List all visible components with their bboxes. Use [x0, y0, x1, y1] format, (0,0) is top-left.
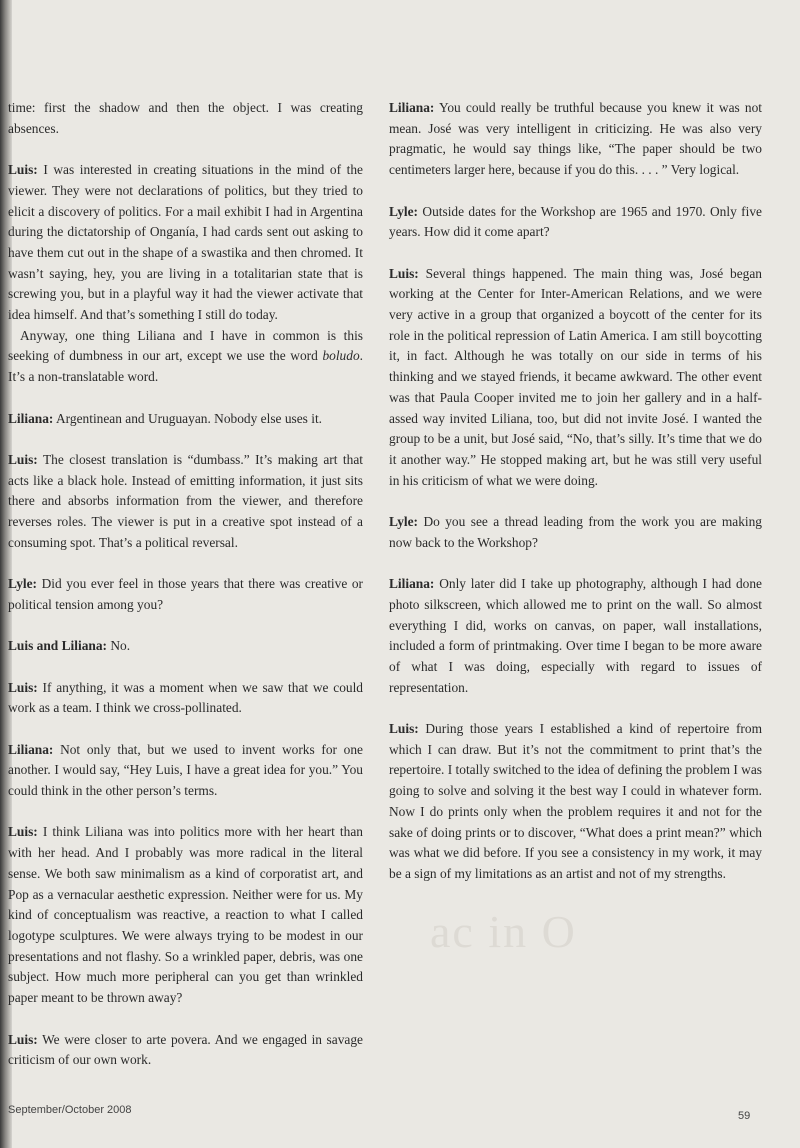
interview-paragraph [389, 574, 762, 698]
interview-paragraph [389, 719, 762, 885]
paragraph-text: Did you ever feel in those years that there was creative or political tension among you? [8, 576, 363, 612]
paragraph-text: During those years I established a kind of repertoire from which I can draw. But it’s not the commitment to print that’s the repertoire. I totally switched to the idea of defining the problem I was going to solve and solving it the best way I could in whatever form. Now I do prints only when the problem requires it and not for the sake of doing prints or to discover, “What does a print mean?” which was what we did before. If you see a consistency in my work, it may be a sign of my limitations as an artist and not of my strengths. [389, 721, 762, 881]
interview-paragraph [8, 326, 363, 388]
paragraph-text: No. [107, 638, 131, 654]
paragraph-text: Several things happened. The main thing was, José began working at the Center for Inter-American Relations, and we were very active in a group that organized a boycott of the center for its role in the political repression of Latin America. I am still boycotting it, in fact. Although he was totally on our side in terms of his thinking and we stayed friends, it became awkward. The other event was that Paula Cooper invited me to join her gallery and in a half-assed way invited Liliana, too, but did not invite José. I wanted the group to be a unit, but José said, “No, that’s silly. It’s time that we do it another way.” He stopped making art, but he was still very useful in his criticism of what we were doing. [389, 265, 762, 488]
interview-paragraph [8, 636, 363, 657]
paragraph-text: Outside dates for the Workshop are 1965 and 1970. Only five years. How did it come apart? [389, 203, 762, 240]
paragraph-text: You could really be truthful because you knew it was not mean. José was very intelligent in criticizing. He was also very pragmatic, he would say things like, “The paper should be two centimeters larger here, because if you do this. . . . ” Very logical. [389, 100, 762, 178]
speaker-name: Liliana: [8, 741, 54, 757]
interview-paragraph [8, 822, 363, 1008]
interview-paragraph [389, 98, 762, 181]
paragraph-text-continued: . It’s a non-translatable word. [8, 348, 363, 385]
italic-term: boludo [322, 348, 360, 364]
paragraph-text: time: first the shadow and then the object. I was creating absences. [8, 100, 363, 136]
interview-paragraph [389, 512, 762, 553]
interview-paragraph [8, 160, 363, 326]
speaker-name: Luis: [8, 1031, 38, 1047]
speaker-name: Luis and Liliana: [8, 638, 107, 654]
interview-paragraph [8, 740, 363, 802]
paragraph-text: Do you see a thread leading from the work you are making now back to the Workshop? [389, 514, 762, 550]
paragraph-text: Only later did I take up photography, although I had done photo silkscreen, which allowed me to print on the wall. So almost everything I did, works on canvas, on paper, wall installations, included a form of printmaking. Over time I began to be more aware of what I was doing, especially with regard to issues of representation. [389, 576, 762, 695]
page-number: 59 [738, 1110, 751, 1122]
speaker-name: Luis: [389, 721, 419, 737]
speaker-name: Lyle: [389, 514, 419, 530]
paragraph-text: The closest translation is “dumbass.” It’s making art that acts like a black hole. Instead of emitting information, it just sits there and absorbs information from the viewer, and therefore reverses roles. The viewer is put in a creative spot instead of a consuming spot. That’s a political reversal. [8, 451, 363, 550]
paragraph-text: I was interested in creating situations in the mind of the viewer. They were not declarations of politics, but they tried to elicit a discovery of politics. For a mail exhibit I had in Argentina during the dictatorship of Onganía, I had cards sent out asking to have them cut out in the shape of a swastika and then chromed. It wasn’t saying, hey, you are living in a totalitarian state that is screwing you, but in a playful way it had the viewer activate that idea himself. And that’s something I still do today. [8, 162, 363, 323]
speaker-name: Lyle: [8, 576, 38, 592]
speaker-name: Luis: [8, 679, 38, 695]
right-text-column [389, 98, 762, 905]
speaker-name: Luis: [8, 162, 38, 178]
speaker-name: Lyle: [389, 203, 419, 219]
paragraph-text: Argentinean and Uruguayan. Nobody else uses it. [53, 410, 323, 426]
speaker-name: Liliana: [389, 100, 435, 115]
interview-paragraph [8, 409, 363, 430]
speaker-name: Liliana: [8, 410, 54, 426]
interview-paragraph [8, 678, 363, 719]
faint-bleed-through-watermark: ac in O [430, 906, 577, 957]
paragraph-text: Not only that, but we used to invent works for one another. I would say, “Hey Luis, I have a great idea for you.” You could think in the other person’s terms. [8, 741, 363, 799]
speaker-name: Luis: [8, 451, 38, 467]
interview-paragraph [389, 202, 762, 243]
interview-paragraph [8, 574, 363, 615]
speaker-name: Luis: [389, 265, 419, 281]
paragraph-text: If anything, it was a moment when we saw that we could work as a team. I think we cross-pollinated. [8, 679, 363, 716]
interview-paragraph [8, 1030, 363, 1071]
paragraph-text: I think Liliana was into politics more with her heart than with her head. And I probably was more radical in the literal sense. We both saw minimalism as a kind of corporatist art, and Pop as a vernacular aesthetic expression. Neither were for us. My kind of conceptualism was reactive, a reaction to what I called logotype sculptures. We were always trying to be modest in our presentations and not flashy. So a wrinkled paper, debris, was one subject. How much more peripheral can you get than wrinkled paper meant to be thrown away? [8, 824, 363, 1006]
interview-paragraph [8, 450, 363, 554]
issue-date-footer: September/October 2008 [8, 1104, 132, 1116]
paragraph-text: Anyway, one thing Liliana and I have in common is this seeking of dumbness in our art, except we use the word [8, 327, 363, 364]
left-text-column [8, 98, 363, 1092]
interview-paragraph [8, 98, 363, 139]
interview-paragraph [389, 264, 762, 492]
paragraph-text: We were closer to arte povera. And we engaged in savage criticism of our own work. [8, 1031, 363, 1068]
speaker-name: Liliana: [389, 576, 435, 592]
speaker-name: Luis: [8, 824, 38, 840]
